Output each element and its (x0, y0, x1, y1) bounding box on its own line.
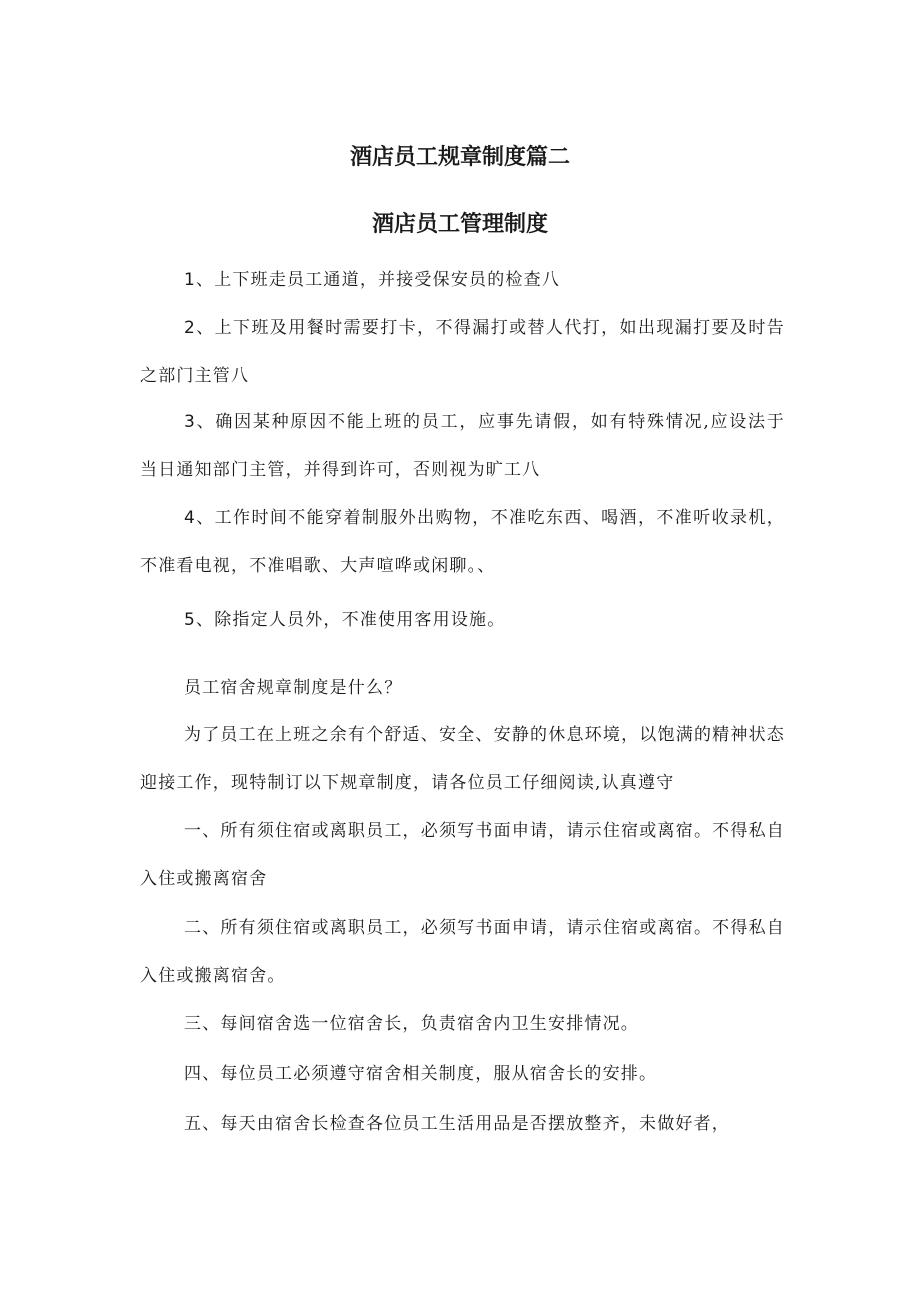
dorm-intro: 为了员工在上班之余有个舒适、安全、安静的休息环境，以饱满的精神状态迎接工作，现特制订以下规章制度，请各位员工仔细阅读,认真遵守 (140, 725, 785, 793)
dorm-rule-4: 四、每位员工必须遵守宿舍相关制度，服从宿舍长的安排。 (184, 1064, 658, 1084)
dorm-heading: 员工宿舍规章制度是什么？ (184, 678, 403, 698)
dorm-rule-1: 一、所有须住宿或离职员工，必须写书面申请，请示住宿或离宿。不得私自入住或搬离宿舍 (140, 821, 785, 889)
dorm-rule-3: 三、每间宿舍选一位宿舍长，负责宿舍内卫生安排情况。 (184, 1014, 639, 1034)
rule-item-1 (140, 256, 785, 304)
rule-item-3 (140, 398, 785, 494)
dorm-rule-5: 五、每天由宿舍长检查各位员工生活用品是否摆放整齐，未做好者， (184, 1114, 730, 1134)
document-title: 酒店员工规章制度篇二 (349, 145, 570, 170)
rule-item-2 (140, 304, 785, 400)
rule-text: 、上下班走员工通道，并接受保安员的检查八 (196, 270, 561, 290)
rule-number: 5 (184, 610, 197, 630)
document-subtitle: 酒店员工管理制度 (371, 212, 548, 237)
rule-text: 、上下班及用餐时需要打卡，不得漏打或替人代打，如出现漏打要及时告之部门主管八 (140, 318, 785, 386)
rule-number: 4 (184, 508, 197, 528)
rule-item-4 (140, 494, 785, 590)
rule-text: 、工作时间不能穿着制服外出购物，不准吃东西、喝酒，不准听收录机，不准看电视，不准唱歌、大声喧哗或闲聊。、 (140, 508, 785, 576)
dorm-rule-2: 二、所有须住宿或离职员工，必须写书面申请，请示住宿或离宿。不得私自入住或搬离宿舍。 (140, 918, 785, 986)
rule-text: 、除指定人员外，不准使用客用设施。 (196, 610, 506, 630)
rule-number: 3 (184, 412, 197, 432)
rule-text: 、确因某种原因不能上班的员工，应事先请假，如有特殊情况,应设法于当日通知部门主管，并得到许可，否则视为旷工八 (140, 412, 785, 480)
rule-item-5 (140, 596, 785, 644)
rule-number: 2 (184, 318, 197, 338)
rule-number: 1 (184, 270, 197, 290)
